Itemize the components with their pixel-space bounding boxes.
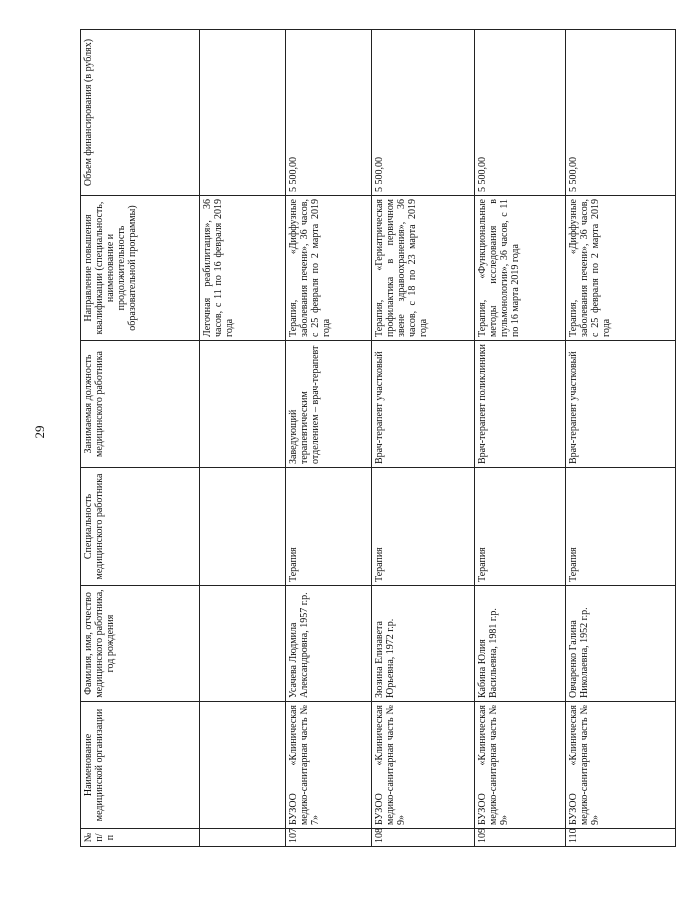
cell-organization (200, 702, 286, 829)
cell-num: 107 (286, 829, 372, 847)
cell-position: Врач-терапевт поликлиники (475, 341, 566, 468)
cell-full-name: Кабина Юлия Васильевна, 1981 г.р. (475, 586, 566, 702)
cell-amount: 5 500,00 (286, 30, 372, 196)
table-container (80, 30, 612, 847)
header-num: № п/п (81, 829, 200, 847)
header-row (81, 30, 200, 847)
cell-organization: БУЗОО «Клиническая медико-санитарная часть № 9» (566, 702, 676, 829)
cell-position: Заведующий терапевтическим отделением – врач-терапевт (286, 341, 372, 468)
header-direction: Направление повышения квалификации (специальность, наименование и продолжительность образовательной программы) (81, 196, 200, 341)
cell-organization: БУЗОО «Клиническая медико-санитарная часть № 9» (372, 702, 475, 829)
cell-full-name (200, 586, 286, 702)
page-number: 29 (32, 425, 47, 439)
cell-amount: 5 500,00 (475, 30, 566, 196)
cell-organization: БУЗОО «Клиническая медико-санитарная часть № 7» (286, 702, 372, 829)
cell-position: Врач-терапевт участковый (372, 341, 475, 468)
cell-specialty (200, 468, 286, 586)
cell-num: 109 (475, 829, 566, 847)
cell-specialty: Терапия (566, 468, 676, 586)
cell-num (200, 829, 286, 847)
table-row (475, 30, 566, 847)
cell-position (200, 341, 286, 468)
cell-position: Врач-терапевт участковый (566, 341, 676, 468)
cell-amount: 5 500,00 (372, 30, 475, 196)
cell-full-name: Овчаренко Галина Николаевна, 1952 г.р. (566, 586, 676, 702)
cell-num: 108 (372, 829, 475, 847)
cell-organization: БУЗОО «Клиническая медико-санитарная часть № 9» (475, 702, 566, 829)
cell-specialty: Терапия (475, 468, 566, 586)
rotated-table-area (80, 30, 612, 847)
header-organization: Наименование медицинской организации (81, 702, 200, 829)
header-position: Занимаемая должность медицинского работника (81, 341, 200, 468)
table-row (372, 30, 475, 847)
cell-specialty: Терапия (286, 468, 372, 586)
header-full-name: Фамилия, имя, отчество медицинского работника, год рождения (81, 586, 200, 702)
cell-specialty: Терапия (372, 468, 475, 586)
funding-table (80, 29, 676, 847)
cell-direction: Терапия, «Диффузные заболевания печени», 36 часов, с 25 февраля по 2 марта 2019 года (566, 196, 676, 341)
cell-num: 110 (566, 829, 676, 847)
cell-full-name: Зюзина Елизавета Юрьевна, 1972 г.р. (372, 586, 475, 702)
cell-full-name: Усачева Людмила Александровна, 1957 г.р. (286, 586, 372, 702)
cell-direction: Легочная реабилитация», 36 часов, с 11 по 16 февраля 2019 года (200, 196, 286, 341)
cell-direction: Терапия, «Гериатрическая профилактика в первичном звене здравоохранения», 36 часов, с 18 по 23 марта 2019 года (372, 196, 475, 341)
table-row (566, 30, 676, 847)
table-row (200, 30, 286, 847)
cell-direction: Терапия, «Диффузные заболевания печени», 36 часов, с 25 февраля по 2 марта 2019 года (286, 196, 372, 341)
cell-amount: 5 500,00 (566, 30, 676, 196)
cell-direction: Терапия, «Функциональные методы исследования в пульмонологии», 36 часов, с 11 по 16 марта 2019 года (475, 196, 566, 341)
cell-amount (200, 30, 286, 196)
header-specialty: Специальность медицинского работника (81, 468, 200, 586)
header-amount: Объем финансирования (в рублях) (81, 30, 200, 196)
table-row (286, 30, 372, 847)
